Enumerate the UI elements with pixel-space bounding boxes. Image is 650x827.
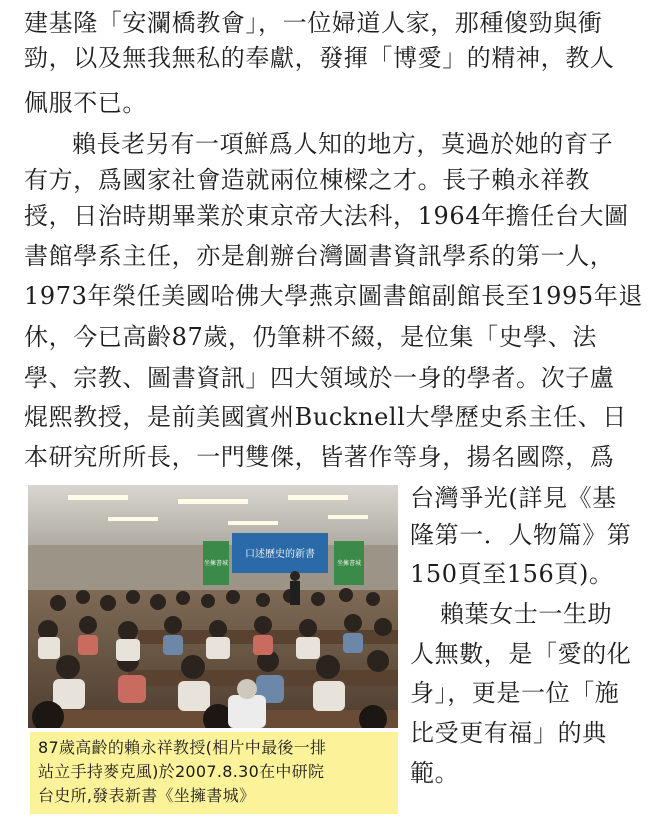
side-text-line: 身」，更是一位「施: [410, 679, 620, 707]
photo-caption: [30, 732, 398, 814]
text-line: 授，日治時期畢業於東京帝大法科，1964年擔任台大圖: [24, 202, 629, 230]
caption-line: 87歲高齡的賴永祥教授(相片中最後一排: [38, 738, 327, 757]
side-text-line: 150頁至156頁)。: [410, 560, 614, 588]
side-text-line: 人無數，是「愛的化: [410, 640, 632, 668]
text-line: 學、宗教、圖書資訊」四大領域於一身的學者。次子盧: [24, 364, 615, 392]
text-line: 佩服不已。: [24, 89, 147, 117]
side-paragraph-first-line: 賴葉女士一生助: [440, 600, 613, 628]
text-line: 1973年榮任美國哈佛大學燕京圖書館副館長至1995年退: [24, 282, 643, 310]
text-line: 勁，以及無我無私的奉獻，發揮「博愛」的精神，教人: [24, 44, 615, 72]
photo-illustration: [28, 485, 398, 728]
side-text-line: 範。: [410, 759, 460, 787]
text-line: 本研究所所長，一門雙傑，皆著作等身，揚名國際，爲: [24, 443, 615, 471]
text-line: 建基隆「安瀾橋教會」，一位婦道人家，那種傻勁與衝: [24, 9, 603, 37]
text-line: 休，今已高齡87歲，仍筆耕不綴，是位集「史學、法: [24, 323, 597, 351]
paragraph-first-line: 賴長老另有一項鮮爲人知的地方，莫過於她的育子: [72, 130, 614, 158]
text-line: 書館學系主任，亦是創辦台灣圖書資訊學系的第一人，: [24, 242, 615, 270]
side-text-line: 比受更有福」的典: [410, 719, 607, 747]
lecture-hall-photo: [28, 485, 398, 728]
text-line: 有方，爲國家社會造就兩位棟樑之才。長子賴永祥教: [24, 166, 590, 194]
side-text-line: 台灣爭光(詳見《基: [410, 484, 617, 512]
caption-line: 台史所,發表新書《坐擁書城》: [38, 786, 256, 805]
banner-center-text: 口述歷史的新書: [245, 549, 315, 560]
caption-line: 站立手持麥克風)於2007.8.30在中研院: [38, 762, 325, 781]
side-text-line: 隆第一．人物篇》第: [410, 521, 632, 549]
banner-right-text: 坐擁書城: [336, 560, 362, 567]
banner-left-text: 坐擁書城: [203, 560, 229, 567]
text-line: 焜熙教授，是前美國賓州Bucknell大學歷史系主任、日: [24, 403, 627, 431]
